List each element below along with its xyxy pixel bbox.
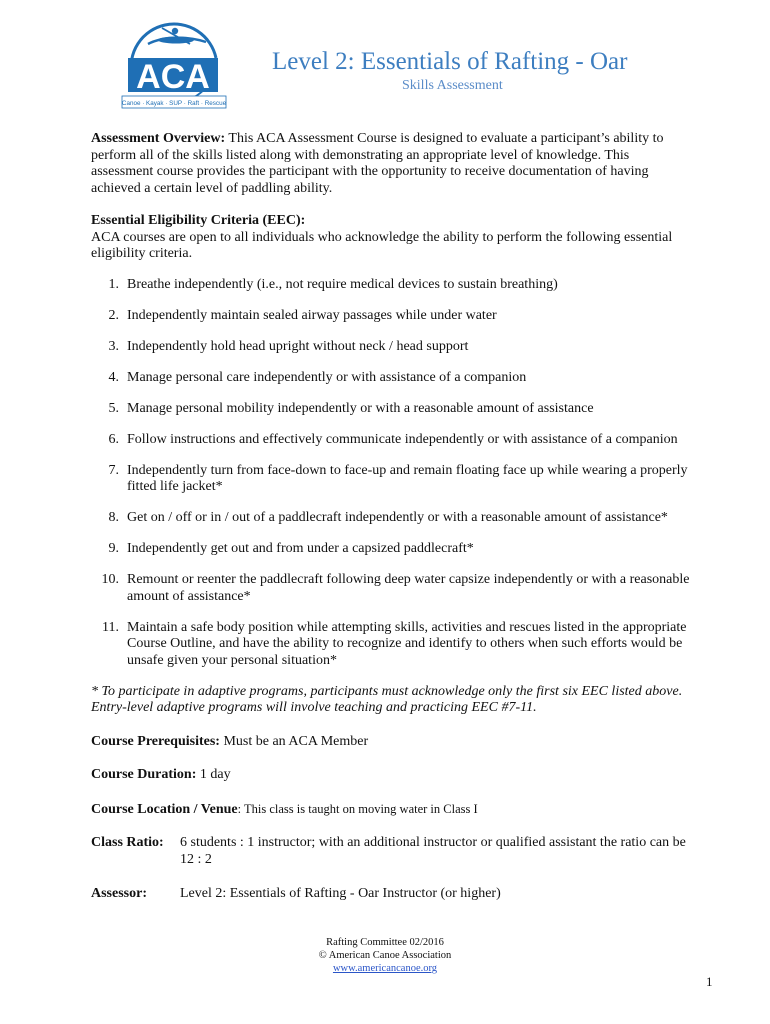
adaptive-note: * To participate in adaptive programs, participants must acknowledge only the first six EEC listed above. Entry-level adaptive programs will involve teaching and practicing EEC #7-11. xyxy=(91,683,683,715)
assessor xyxy=(91,886,691,903)
eec-item xyxy=(91,510,691,527)
footer-copyright: © American Canoe Association xyxy=(318,950,452,961)
eec-item-text: Get on / off or in / out of a paddlecraft independently or with a reasonable amount of assistance* xyxy=(127,510,668,525)
eec-item-text: Independently turn from face-down to face-up and remain floating face up while wearing a properly fitted life jacket* xyxy=(127,462,688,494)
eec-item-number: 7. xyxy=(108,462,119,478)
prereq-label: Course Prerequisites: xyxy=(91,733,220,749)
overview-text: This ACA Assessment Course is designed to evaluate a participant’s ability to perform all of the skills listed along with demonstrating an appropriate level of knowledge. This assessment course provides the participant with the opportunity to receive documentation of having achieved a certain level of paddling ability. xyxy=(91,131,664,196)
location-label: Course Location / Venue xyxy=(91,801,238,817)
eec-item-text: Independently maintain sealed airway passages while under water xyxy=(127,307,497,323)
eec-item xyxy=(91,401,691,418)
footer-website-link[interactable]: www.americancanoe.org xyxy=(332,963,438,974)
eec-item-text: Maintain a safe body position while attempting skills, activities and rescues listed in the appropriate Course Outline, and have the ability to recognize and identify to others when such efforts would be unsafe given your personal situation* xyxy=(127,619,687,668)
eec-item xyxy=(91,339,691,356)
eec-item-number: 5. xyxy=(108,400,119,416)
assessor-label: Assessor: xyxy=(91,886,147,901)
eec-item-number: 1. xyxy=(108,276,119,292)
course-prerequisites xyxy=(91,734,691,751)
assessment-overview xyxy=(91,131,691,197)
eec-item-number: 4. xyxy=(108,369,119,385)
eec-item-number: 10. xyxy=(101,572,119,587)
logo-tagline: Canoe · Kayak · SUP · Raft · Rescue xyxy=(121,100,227,107)
eec-item xyxy=(91,370,691,387)
eec-item xyxy=(91,277,691,294)
assessor-value: Level 2: Essentials of Rafting - Oar Instructor (or higher) xyxy=(180,886,501,901)
eec-intro: ACA courses are open to all individuals who acknowledge the ability to perform the following essential eligibility criteria. xyxy=(91,229,673,261)
prereq-value: Must be an ACA Member xyxy=(219,733,369,749)
eec-item-number: 6. xyxy=(108,431,119,447)
eec-item-number: 2. xyxy=(108,307,119,323)
document-body xyxy=(91,131,691,903)
eec-item-number: 11. xyxy=(102,619,119,635)
eec-item-number: 8. xyxy=(108,510,119,525)
eec-list xyxy=(91,277,691,670)
duration-value: 1 day xyxy=(196,767,231,782)
eec-item-text: Manage personal care independently or with assistance of a companion xyxy=(127,369,527,385)
ratio-label: Class Ratio: xyxy=(91,835,164,850)
eec-item-number: 3. xyxy=(108,338,119,354)
logo-text: ACA xyxy=(136,58,210,96)
eec-item-text: Independently get out and from under a capsized paddlecraft* xyxy=(127,541,474,556)
course-duration xyxy=(91,767,691,784)
eec-item-text: Follow instructions and effectively communicate independently or with assistance of a companion xyxy=(127,431,678,447)
page-number: 1 xyxy=(706,974,713,989)
eec-item xyxy=(91,541,691,558)
eec-item-text: Breathe independently (i.e., not require medical devices to sustain breathing) xyxy=(127,276,558,292)
eec-item-number: 9. xyxy=(108,541,119,556)
ratio-value: 6 students : 1 instructor; with an additional instructor or qualified assistant the ratio can be 12 : 2 xyxy=(180,835,686,867)
page-footer xyxy=(0,936,770,975)
aca-logo xyxy=(118,18,230,112)
eec-item-text: Remount or reenter the paddlecraft following deep water capsize independently or with a reasonable amount of assistance* xyxy=(127,572,690,604)
class-ratio xyxy=(91,835,691,868)
eec-item xyxy=(91,620,691,670)
course-location xyxy=(91,801,691,819)
document-subtitle: Skills Assessment xyxy=(402,78,503,93)
document-title: Level 2: Essentials of Rafting - Oar xyxy=(272,48,628,75)
eec-item-text: Manage personal mobility independently or with a reasonable amount of assistance xyxy=(127,400,594,416)
overview-label: Assessment Overview: xyxy=(91,131,226,146)
eec-item xyxy=(91,463,691,496)
eec-item xyxy=(91,432,691,449)
eec-item-text: Independently hold head upright without neck / head support xyxy=(127,338,469,354)
eec-item xyxy=(91,308,691,325)
eec-item xyxy=(91,572,691,605)
location-value: : This class is taught on moving water in Class I xyxy=(237,801,478,816)
eec-heading: Essential Eligibility Criteria (EEC): xyxy=(91,213,306,228)
duration-label: Course Duration: xyxy=(91,767,197,782)
footer-committee: Rafting Committee 02/2016 xyxy=(326,937,444,948)
